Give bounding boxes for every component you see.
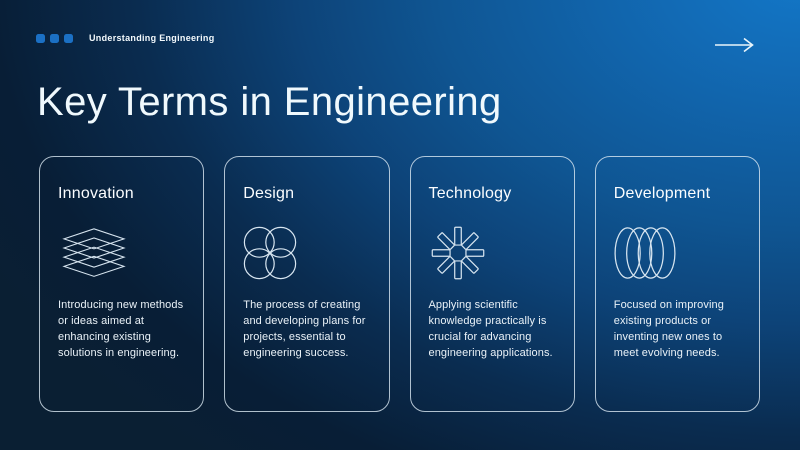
asterisk-burst-icon: [429, 227, 564, 279]
card-description: Applying scientific knowledge practically is crucial for advancing engineering applications.: [428, 299, 553, 359]
card-innovation: [39, 156, 204, 412]
card-title: Development: [613, 185, 711, 202]
slide-kicker-label: Understanding Engineering: [89, 33, 215, 43]
dot-icon: [36, 34, 45, 43]
card-title: Technology: [428, 185, 512, 202]
next-arrow-icon[interactable]: [714, 37, 756, 53]
slide-header: [36, 33, 215, 43]
card-design: [224, 156, 389, 412]
accent-dots-icon: [36, 34, 73, 43]
card-development: [595, 156, 760, 412]
overlapping-circles-icon: [243, 227, 378, 279]
card-title: Innovation: [58, 185, 134, 202]
card-description: The process of creating and developing plans for projects, essential to engineering success.: [243, 299, 366, 359]
card-description: Introducing new methods or ideas aimed at enhancing existing solutions in engineering.: [58, 299, 184, 359]
coil-ellipses-icon: [614, 227, 749, 279]
card-title: Design: [243, 185, 295, 202]
stacked-layers-icon: [58, 227, 193, 279]
card-description: Focused on improving existing products or inventing new ones to meet evolving needs.: [613, 299, 724, 359]
page-title: Key Terms in Engineering: [37, 80, 502, 124]
dot-icon: [64, 34, 73, 43]
cards-row: [39, 156, 760, 412]
card-technology: [410, 156, 575, 412]
dot-icon: [50, 34, 59, 43]
